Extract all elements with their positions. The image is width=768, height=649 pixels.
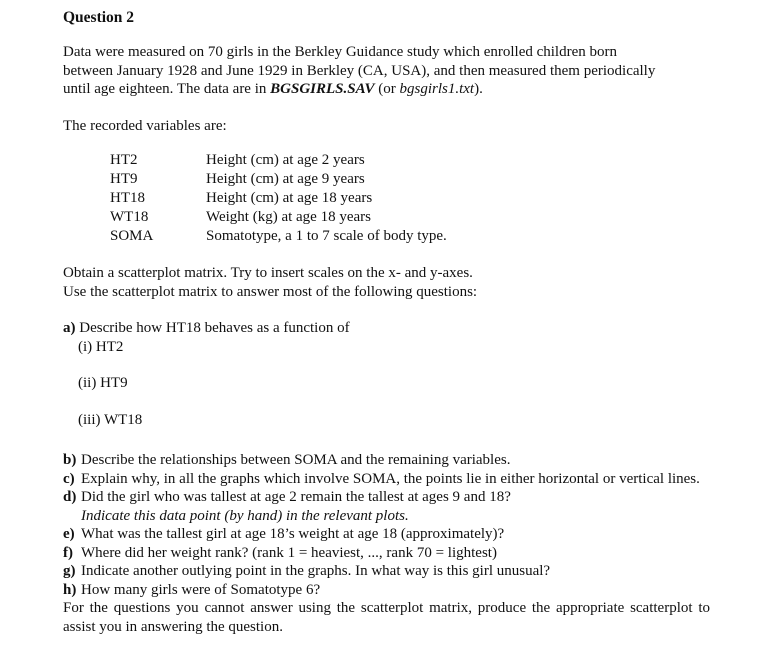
- data-file-name: BGSGIRLS.SAV: [270, 81, 375, 97]
- variable-row: [110, 208, 447, 227]
- instruction-line-2: Use the scatterplot matrix to answer most of the following questions:: [63, 283, 478, 300]
- text-file-name: bgsgirls1.txt: [399, 81, 475, 97]
- part-f-label: f): [63, 544, 73, 561]
- variable-description: Height (cm) at age 9 years: [206, 171, 365, 187]
- question-title: Question 2: [63, 9, 135, 26]
- intro-line-3-start: until age eighteen. The data are in: [63, 81, 271, 97]
- part-c-label: c): [63, 470, 75, 487]
- variables-label: The recorded variables are:: [63, 118, 227, 134]
- part-d-text: Did the girl who was tallest at age 2 remain the tallest at ages 9 and 18?: [81, 489, 511, 505]
- intro-line-1: Data were measured on 70 girls in the Berkley Guidance study which enrolled children born: [63, 44, 617, 60]
- variable-description: Weight (kg) at age 18 years: [206, 209, 371, 225]
- intro-line-2: between January 1928 and June 1929 in Berkley (CA, USA), and then measured them periodically: [63, 62, 656, 79]
- part-d: [63, 488, 710, 525]
- intro-line-3-end: ).: [474, 81, 483, 97]
- part-d-label: d): [63, 489, 77, 505]
- part-c-text: Explain why, in all the graphs which involve SOMA, the points lie in either horizontal or vertical lines.: [81, 470, 700, 487]
- intro-paragraph: [63, 43, 710, 99]
- part-a-prompt: [63, 319, 710, 338]
- variables-table: [110, 151, 447, 246]
- part-a: [63, 319, 710, 429]
- variable-name: HT2: [110, 152, 138, 168]
- variable-name: HT18: [110, 190, 145, 206]
- part-a-text: Describe how HT18 behaves as a function of: [75, 320, 350, 336]
- variable-description: Height (cm) at age 18 years: [206, 190, 373, 206]
- variable-name: HT9: [110, 171, 138, 187]
- part-d-note: Indicate this data point (by hand) in the relevant plots.: [81, 507, 409, 524]
- part-b: [63, 451, 710, 470]
- part-h-text: How many girls were of Somatotype 6?: [81, 581, 321, 598]
- part-e-label: e): [63, 526, 75, 542]
- intro-line-3: [63, 80, 710, 99]
- part-h: [63, 581, 710, 600]
- part-f: [63, 544, 710, 563]
- part-f-text: Where did her weight rank? (rank 1 = heaviest, ..., rank 70 = lightest): [81, 544, 497, 561]
- part-a-sub-ii: (ii) HT9: [78, 375, 128, 391]
- part-a-label: a): [63, 320, 76, 336]
- instructions: [63, 264, 710, 301]
- variable-name: SOMA: [110, 228, 154, 244]
- question-list: [63, 451, 710, 636]
- instruction-line-1: Obtain a scatterplot matrix. Try to insert scales on the x- and y-axes.: [63, 265, 473, 281]
- variable-row: [110, 170, 447, 189]
- variable-name: WT18: [110, 209, 149, 225]
- part-b-label: b): [63, 452, 77, 468]
- variable-row: [110, 151, 447, 170]
- part-b-text: Describe the relationships between SOMA and the remaining variables.: [81, 452, 511, 468]
- part-g: [63, 562, 710, 581]
- part-c: [63, 470, 710, 489]
- closing-instruction: For the questions you cannot answer using the scatterplot matrix, produce the appropriate scatterplot to assist you in answering the question.: [63, 600, 710, 635]
- part-e: [63, 525, 710, 544]
- part-e-text: What was the tallest girl at age 18’s weight at age 18 (approximately)?: [81, 526, 505, 542]
- part-a-sub-i: (i) HT2: [78, 338, 124, 355]
- part-g-text: Indicate another outlying point in the graphs. In what way is this girl unusual?: [81, 563, 551, 579]
- variable-description: Somatotype, a 1 to 7 scale of body type.: [206, 228, 447, 244]
- part-h-label: h): [63, 581, 77, 598]
- variable-row: [110, 189, 447, 208]
- part-a-sub-iii: (iii) WT18: [78, 411, 143, 428]
- variable-description: Height (cm) at age 2 years: [206, 152, 365, 168]
- part-g-label: g): [63, 563, 76, 579]
- intro-line-3-mid: (or: [374, 81, 400, 97]
- variable-row: [110, 227, 447, 246]
